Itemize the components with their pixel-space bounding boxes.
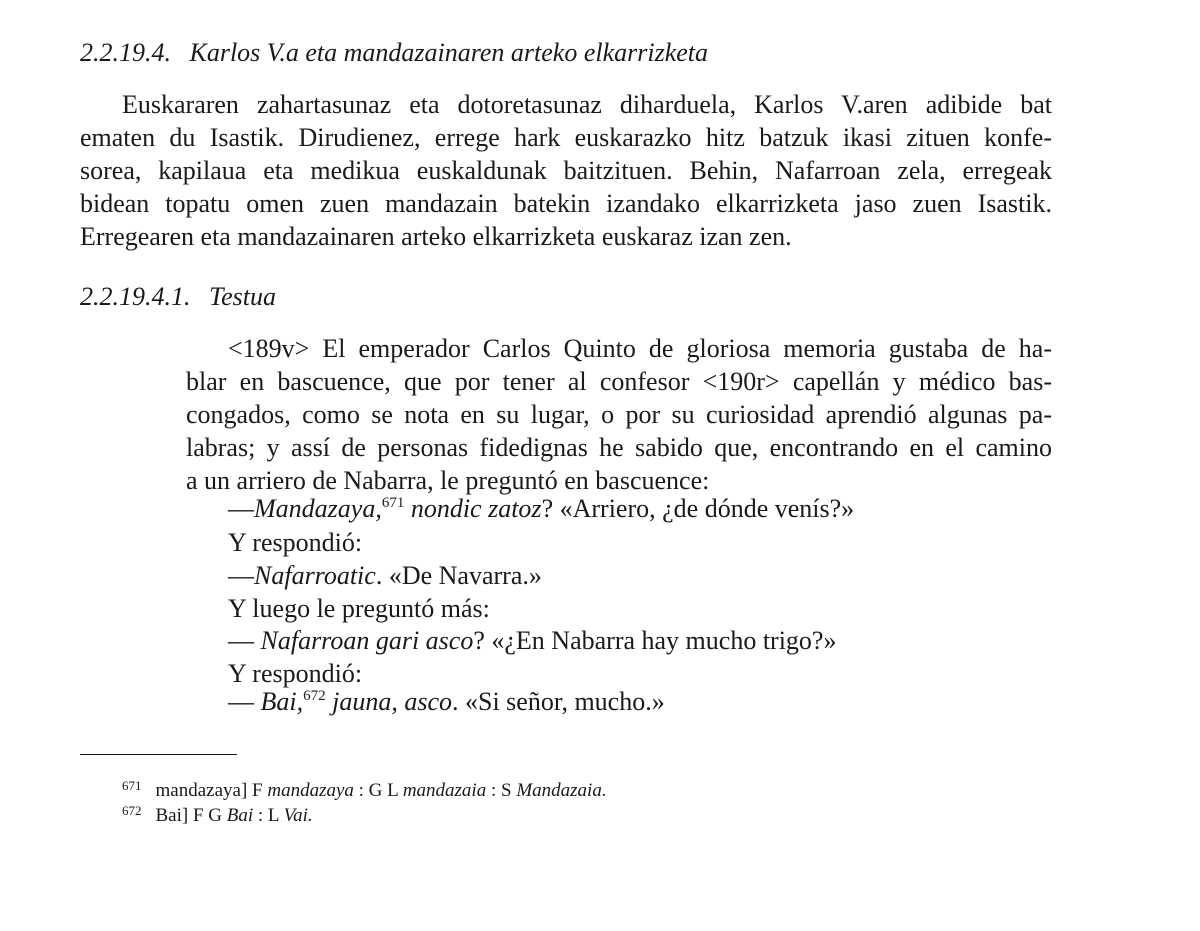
footnote-text: : G L (353, 780, 403, 801)
quote-line: blar en bascuence, que por tener al confesor <190r> capellán y médico bas- (186, 367, 1052, 396)
dialogue-line: Y luego le preguntó más: (228, 594, 490, 623)
euskara-text: Nafarroatic (254, 561, 376, 590)
footnote-variant: Vai. (283, 805, 313, 826)
euskara-word: Bai, (260, 687, 304, 716)
footnote-mark: 671 (122, 778, 142, 793)
dialogue-line (228, 561, 542, 591)
footnote-ref: 672 (303, 688, 326, 704)
footnote (122, 803, 313, 827)
paragraph-line: Erregearen eta mandazainaren arteko elkarrizketa euskaraz izan zen. (80, 222, 792, 251)
footnote-divider (80, 754, 237, 755)
quote-line: labras; y assí de personas fidedignas he sabido que, encontrando en el camino (186, 433, 1052, 462)
quote-line: congados, como se nota en su lugar, o por su curiosidad aprendió algunas pa- (186, 400, 1052, 429)
footnote-text: mandazaya] F (155, 780, 268, 801)
dash: — (228, 626, 261, 655)
translation-text: . «Si señor, mucho.» (452, 687, 665, 716)
footnote-text: Bai] F G (155, 805, 227, 826)
dialogue-line (228, 687, 665, 717)
subsection-heading (80, 282, 276, 312)
footnote (122, 778, 607, 802)
subsection-title: Testua (209, 282, 276, 311)
footnote-text: : S (486, 780, 517, 801)
translation-text: ? «¿En Nabarra hay mucho trigo?» (473, 626, 837, 655)
euskara-word: Mandazaya, (254, 494, 382, 523)
section-number: 2.2.19.4. (80, 38, 171, 67)
euskara-text: nondic zatoz (404, 494, 542, 523)
footnote-variant: mandazaya (267, 780, 354, 801)
footnote-variant: Mandazaia. (516, 780, 607, 801)
euskara-text: jauna, asco (325, 687, 452, 716)
quote-line: <189v> El emperador Carlos Quinto de gloriosa memoria gustaba de ha- (228, 334, 1052, 363)
dialogue-line: Y respondió: (228, 528, 363, 557)
section-title: Karlos V.a eta mandazainaren arteko elkarrizketa (189, 38, 709, 67)
subsection-number: 2.2.19.4.1. (80, 282, 191, 311)
euskara-text: Nafarroan gari asco (260, 626, 474, 655)
dash: — (228, 494, 254, 523)
quote-line: a un arriero de Nabarra, le preguntó en bascuence: (186, 466, 710, 495)
paragraph-line: sorea, kapilaua eta medikua euskaldunak baitzituen. Behin, Nafarroan zela, erregeak (80, 156, 1052, 185)
dash: — (228, 687, 261, 716)
dash: — (228, 561, 254, 590)
translation-text: ? «Arriero, ¿de dónde venís?» (541, 494, 855, 523)
footnote-variant: Bai (226, 805, 254, 826)
dialogue-line (228, 494, 854, 524)
paragraph-line: Euskararen zahartasunaz eta dotoretasunaz diharduela, Karlos V.aren adibide bat (122, 90, 1052, 119)
footnote-mark: 672 (122, 803, 142, 818)
footnote-ref: 671 (381, 495, 405, 511)
paragraph-line: bidean topatu omen zuen mandazain batekin izandako elkarrizketa jaso zuen Isastik. (80, 189, 1052, 218)
dialogue-line: Y respondió: (228, 659, 363, 688)
translation-text: . «De Navarra.» (375, 561, 542, 590)
section-heading (80, 38, 708, 68)
paragraph-line: ematen du Isastik. Dirudienez, errege hark euskarazko hitz batzuk ikasi zituen konfe- (80, 123, 1052, 152)
footnote-text: : L (253, 805, 284, 826)
dialogue-line (228, 626, 836, 656)
footnote-variant: mandazaia (402, 780, 487, 801)
